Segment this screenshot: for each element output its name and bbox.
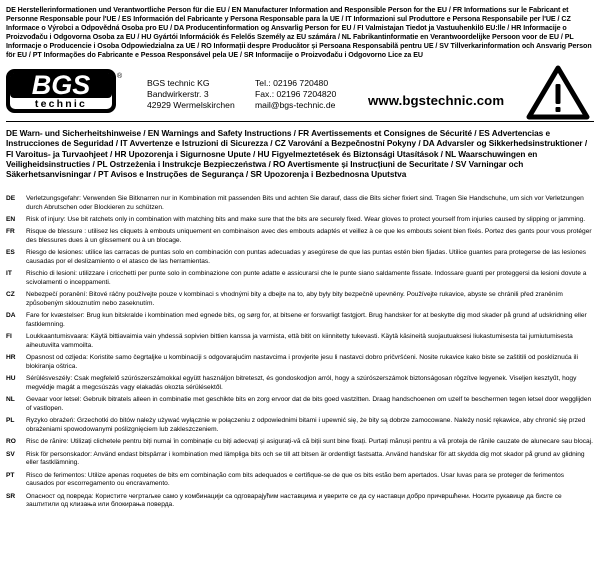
language-code: SR <box>6 492 16 500</box>
company-city: 42929 Wermelskirchen <box>147 100 235 110</box>
contact-tel: Tel.: 02196 720480 <box>255 78 329 88</box>
language-code: FR <box>6 228 15 236</box>
language-code: EN <box>6 215 16 223</box>
language-code: HR <box>6 354 16 362</box>
safety-note-text: Fare for kvæstelser: Brug kun bitskralde i kombination med egnede bits, og sørg for, at bitsene er forsvarligt fastgjort. Brug handsker for at beskytte dig mod skader på grund af udskridning eller fastklemning. <box>26 312 587 328</box>
safety-note-text: Risk of injury: Use bit ratchets only in combination with matching bits and make sure that the bits are securely fixed. Wear gloves to protect yourself from injuries caused by slipping or jamming. <box>26 215 586 223</box>
safety-note-row <box>6 396 594 413</box>
language-code: PL <box>6 417 15 425</box>
safety-note-row <box>6 493 594 510</box>
safety-note-row <box>6 216 594 225</box>
safety-note-text: Loukkaantumisvaara: Käytä bittiavaimia vain yhdessä sopivien bittien kanssa ja varmista, että bitit on kiinnitetty tukevasti. Käytä käsineitä suojautuaksesi liukastumisesta tai jumiutumisesta aiheutuvilta vammoilta. <box>26 333 573 349</box>
language-code: DA <box>6 312 16 320</box>
safety-note-text: Nebezpečí poranění: Bitové ráčny používejte pouze v kombinaci s vhodnými bity a dbejte na to, aby byly bity bezpečně upevněny. Používejte rukavice, abyste se chránili před zraněním způsobeným sklouznutím nebo zaseknutím. <box>26 291 563 307</box>
safety-note-row <box>6 195 594 212</box>
safety-note-text: Gevaar voor letsel: Gebruik bitratels alleen in combinatie met geschikte bits en zorg ervoor dat de bits goed vastzitten. Draag handschoenen om uzelf te beschermen tegen letsel door wegglijden of vastlopen. <box>26 396 592 412</box>
logo-main-text: BGS <box>31 70 91 100</box>
language-code: IT <box>6 270 12 278</box>
safety-note-row <box>6 354 594 371</box>
safety-note-row <box>6 375 594 392</box>
language-code: FI <box>6 333 12 341</box>
safety-note-row <box>6 451 594 468</box>
language-code: HU <box>6 375 16 383</box>
section-divider <box>6 121 594 122</box>
safety-note-row <box>6 291 594 308</box>
language-code: NL <box>6 396 15 404</box>
company-address <box>147 78 235 111</box>
safety-instructions-heading: DE Warn- und Sicherheitshinweise / EN Warnings and Safety Instructions / FR Avertissements et Consignes de Sécurité / ES Advertencias e Instrucciones de Seguridad / IT Avvertenze e Istruzioni di Sicurezza / CZ Varování a Bezpečnostní Pokyny / DA Advarsler og Sikkerhedsinstruktioner / FI Varoitus- ja Turvaohjeet / HR Upozorenja i Sigurnosne Upute / HU Figyelmeztetések és Biztonsági Utasítások / NL Waarschuwingen en Veiligheidsinstructies / PL Ostrzeżenia i Instrukcje Bezpieczeństwa / RO Avertismente și Instrucțiuni de Securitate / SV Varningar och Säkerhetsanvisningar / PT Avisos e Instruções de Segurança / SR Upozorenja i Bezbednosna Uputstva <box>6 128 588 180</box>
safety-note-row <box>6 417 594 434</box>
contact-mail[interactable]: mail@bgs-technic.de <box>255 100 336 110</box>
safety-note-row <box>6 270 594 287</box>
safety-note-text: Opasnost od ozljeda: Koristite samo čegrtaljke u kombinaciji s odgovarajućim nastavcima i provjerite jesu li nastavci dobro pričvršćeni. Nosite rukavice kako biste se zaštitili od poskliznuća ili blokiranja oštrica. <box>26 354 578 370</box>
safety-note-row <box>6 228 594 245</box>
language-code: DE <box>6 195 16 202</box>
language-code: RO <box>6 438 16 446</box>
safety-note-text: Risk för personskador: Använd endast bitspärrar i kombination med lämpliga bits och se till att bitsen är ordentligt fastsatta. Använd handskar för att skydda dig mot skador på grund av glidning eller fastklämning. <box>26 450 585 467</box>
safety-note-text: Sérülésveszély: Csak megfelelő szúrószerszámokkal együtt használjon bitreteszt, és gondoskodjon arról, hogy a szúrószerszámok biztonságosan rögzítve legyenek. Viseljen kesztyűt, hogy megvédje magát a megcsúszás vagy elakadás okozta sérülésektől. <box>26 375 577 391</box>
safety-note-row <box>6 333 594 350</box>
safety-note-text: Risc de rănire: Utilizați clichetele pentru biți numai în combinație cu biți adecvați și asigurați-vă că biții sunt bine fixați. Purtați mănuși pentru a vă proteja de rănile cauzate de alunecare sau blocaj. <box>26 438 593 446</box>
safety-note-text: Riesgo de lesiones: utilice las carracas de puntas solo en combinación con puntas adecuadas y asegúrese de que las puntas estén bien fijadas. Utilice guantes para protegerse de las lesiones causadas por el deslizamiento o el atasco de las herramientas. <box>26 249 587 265</box>
safety-note-text: Опасност од повреда: Користите чегртаљке само у комбинацији са одговарајућим наставцима и уверите се да су наставци добро причвршћени. Носите рукавице да бисте се заштитили од клизања или блокирања поверда. <box>26 492 562 509</box>
safety-note-text: Ryzyko obrażeń: Grzechotki do bitów należy używać wyłącznie w połączeniu z odpowiednimi bitami i upewnić się, że bity są dobrze zamocowane. Należy nosić rękawice, aby chronić się przed obrażeniami spowodowanymi poślizgnięciem lub zakleszczeniem. <box>26 417 586 433</box>
bgs-technic-logo <box>6 69 126 113</box>
website-link[interactable]: www.bgstechnic.com <box>368 93 505 108</box>
company-street: Bandwirkerstr. 3 <box>147 89 209 99</box>
safety-note-row <box>6 438 594 447</box>
safety-note-text: Rischio di lesioni: utilizzare i cricchetti per punte solo in combinazione con punte adatte e assicurarsi che le punte siano saldamente fissate. Indossare guanti per proteggersi da lesioni dovute a scivolamenti o inceppamenti. <box>26 270 587 286</box>
company-contact <box>255 78 336 111</box>
logo-sub-text: technic <box>34 98 88 110</box>
language-code: ES <box>6 249 15 257</box>
safety-note-text: Verletzungsgefahr: Verwenden Sie Bitknarren nur in Kombination mit passenden Bits und achten Sie darauf, dass die Bits sicher fixiert sind. Tragen Sie Handschuhe, um sich vor Verletzungen durch Abrutschen oder Blockieren zu schützen. <box>26 195 584 211</box>
safety-note-text: Risque de blessure : utilisez les cliquets à embouts uniquement en combinaison avec des embouts adaptés et veillez à ce que les embouts soient bien fixés. Portez des gants pour vous protéger des blessures dues à un glissement ou à un blocage. <box>26 228 592 244</box>
manufacturer-info-heading: DE Herstellerinformationen und Verantwortliche Person für die EU / EN Manufacturer Information and Responsible Person for the EU / FR Informations sur le Fabricant et Personne Responsable pour l'UE / ES Información del Fabricante y Persona Responsable para la UE / IT Informazioni sul Produttore e Persona Responsabile per l'UE / CZ Informace o Výrobci a Odpovědná Osoba pro EU / DA Producentinformation og Ansvarlig Person for EU / FI Valmistajan Tiedot ja Vastuuhenkilö EU:lle / HR Informacije o Proizvođaču i Odgovorna Osoba za EU / HU Gyártói Információk és Felelős Személy az EU számára / NL Fabrikantinformatie en Verantwoordelijke Persoon voor de EU / PL Informacje o Producencie i Osoba Odpowiedzialna za UE / RO Informații despre Producător și Persoana Responsabilă pentru UE / SV Tillverkarinformation och Ansvarig Person för EU / PT Informações do Fabricante e Pessoa Responsável pela UE / SR Informacije o Proizvođaču i Odgovorno Lice za EU <box>6 6 592 59</box>
company-name: BGS technic KG <box>147 78 210 88</box>
safety-notes-list <box>6 195 594 514</box>
bgs-logo-graphic <box>6 69 126 113</box>
safety-note-row <box>6 472 594 489</box>
language-code: SV <box>6 450 15 458</box>
registered-mark: ® <box>117 73 123 80</box>
language-code: PT <box>6 471 15 479</box>
safety-note-text: Risco de ferimentos: Utilize apenas roquetes de bits em combinação com bits adequados e certifique-se de que os bits estão bem apertados. Usar luvas para se proteger de ferimentos causados por escorregamento ou encravamento. <box>26 471 565 488</box>
language-code: CZ <box>6 291 15 299</box>
contact-fax: Fax.: 02196 7204820 <box>255 89 337 99</box>
safety-note-row <box>6 312 594 329</box>
warning-triangle-icon <box>526 64 590 120</box>
safety-note-row <box>6 249 594 266</box>
